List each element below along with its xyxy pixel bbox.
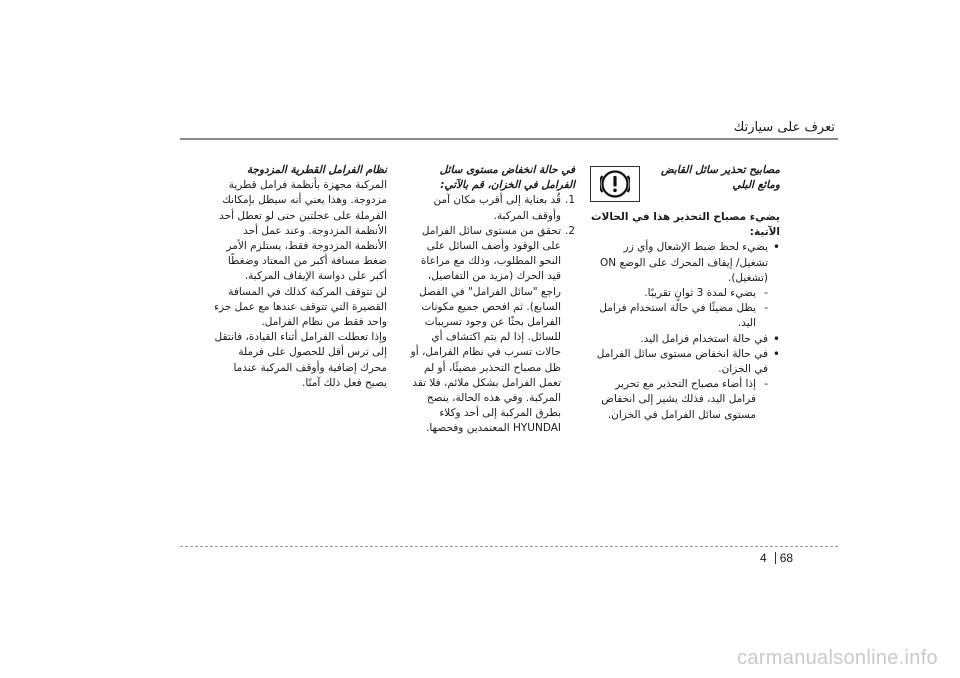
page-number [760,551,793,565]
procedure-column [405,163,575,437]
step-text: قُد بعناية إلى أقرب مكان آمن وأوقف المركبة. [433,194,561,222]
warning-panel-title: مصابيح تحذير سائل القابض ومائع البلي [661,164,780,191]
paragraph: لن تتوقف المركبة كذلك في المسافة القصيرة التي تتوقف عندها مع عمل جزء واحد فقط من نظام الفرامل. [214,285,387,329]
brake-system-column [212,163,387,391]
watermark: carmanualsonline.info [737,647,938,669]
bullet-text: في حالة انخفاض مستوى سائل الفرامل في الخزان. [596,347,768,376]
list-item [405,224,575,437]
list-item: - يظل مضيئًا في حالة استخدام فرامل اليد. [590,301,768,331]
paragraph: وإذا تعطلت الفرامل أثناء القيادة، فانتقل إلى ترس أقل للحصول على فرملة محرك إضافية وأوقف المركبة عندما يصبح فعل ذلك آمنًا. [214,331,387,389]
page-header-title: تعرف على سيارتك [733,120,835,135]
procedure-steps [405,193,575,436]
paragraph: المركبة مجهزة بأنظمة فرامل قطرية مزدوجة. وهذا يعني أنه سيظل بإمكانك الفرملة على عجلتين حتى لو تعطل أحد الأنظمة المزدوجة. وعند عمل أحد الأنظمة المزدوجة فقط، يستلزم الأمر ضغط مسافة أكبر من المعتاد وضغطًا أكبر على دواسة الإيقاف المركبة. [219,179,387,283]
page-number-divider [775,552,776,564]
warning-panel-body [590,210,780,423]
step-number: 1. [564,194,575,207]
footer-divider [180,546,838,547]
page-number-value: 68 [779,551,794,565]
bullet-text: في حالة استخدام فرامل اليد. [640,332,768,345]
header-divider [180,138,838,140]
warning-panel-intro: يضيء مصباح التحذير هذا في الحالات الآتية: [591,211,780,239]
step-number: 2. [564,224,575,237]
warning-symbol-box [590,166,640,202]
list-item [590,240,780,331]
procedure-heading: في حالة انخفاض مستوى سائل الفرامل في الخزان، قم بالآتي: [439,164,575,192]
sub-list [590,286,768,332]
warning-conditions-list [590,240,780,422]
step-text: تحقق من مستوى سائل الفرامل على الوقود وأضف السائل على النحو المطلوب، وذلك مع مراعاة قيد الحرك (مزيد من التفاصيل، راجع "سائل الفرامل" في الفصل السابع). ثم افحص جميع مكونات الفرامل بحثًا عن وجود تسريبات للسائل. إذا لم يتم اكتشاف أي حالات تسرب في نظام الفرامل، أو ظل مصباح التحذير مضيئًا، أو لم تعمل الفرامل بشكل ملائم، فلا تقد المركبة. وفي هذه الحالة، ينصح بطرق المركبة إلى أحد وكلاء HYUNDAI المعتمدين وفحصها. [410,224,561,435]
list-item [590,332,780,347]
exclamation-circle-icon [600,169,630,199]
list-item [590,347,780,423]
section-number: 4 [760,551,767,565]
brake-system-heading: نظام الفرامل القطرية المزدوجة [246,164,387,176]
list-item: - إذا أضاء مصباح التحذير مع تحرير فرامل اليد، فذلك يشير إلى انخفاض مستوى سائل الفرامل في الخزان. [590,377,768,423]
sub-list [590,377,768,423]
list-item: - يضيء لمدة 3 ثوانٍ تقريبًا. [590,286,768,301]
list-item [405,193,575,223]
bullet-text: يضيء لحظ ضبط الإشعال وأي زر تشغيل/ إيقاف المحرك على الوضع ON (تشغيل). [599,241,768,284]
